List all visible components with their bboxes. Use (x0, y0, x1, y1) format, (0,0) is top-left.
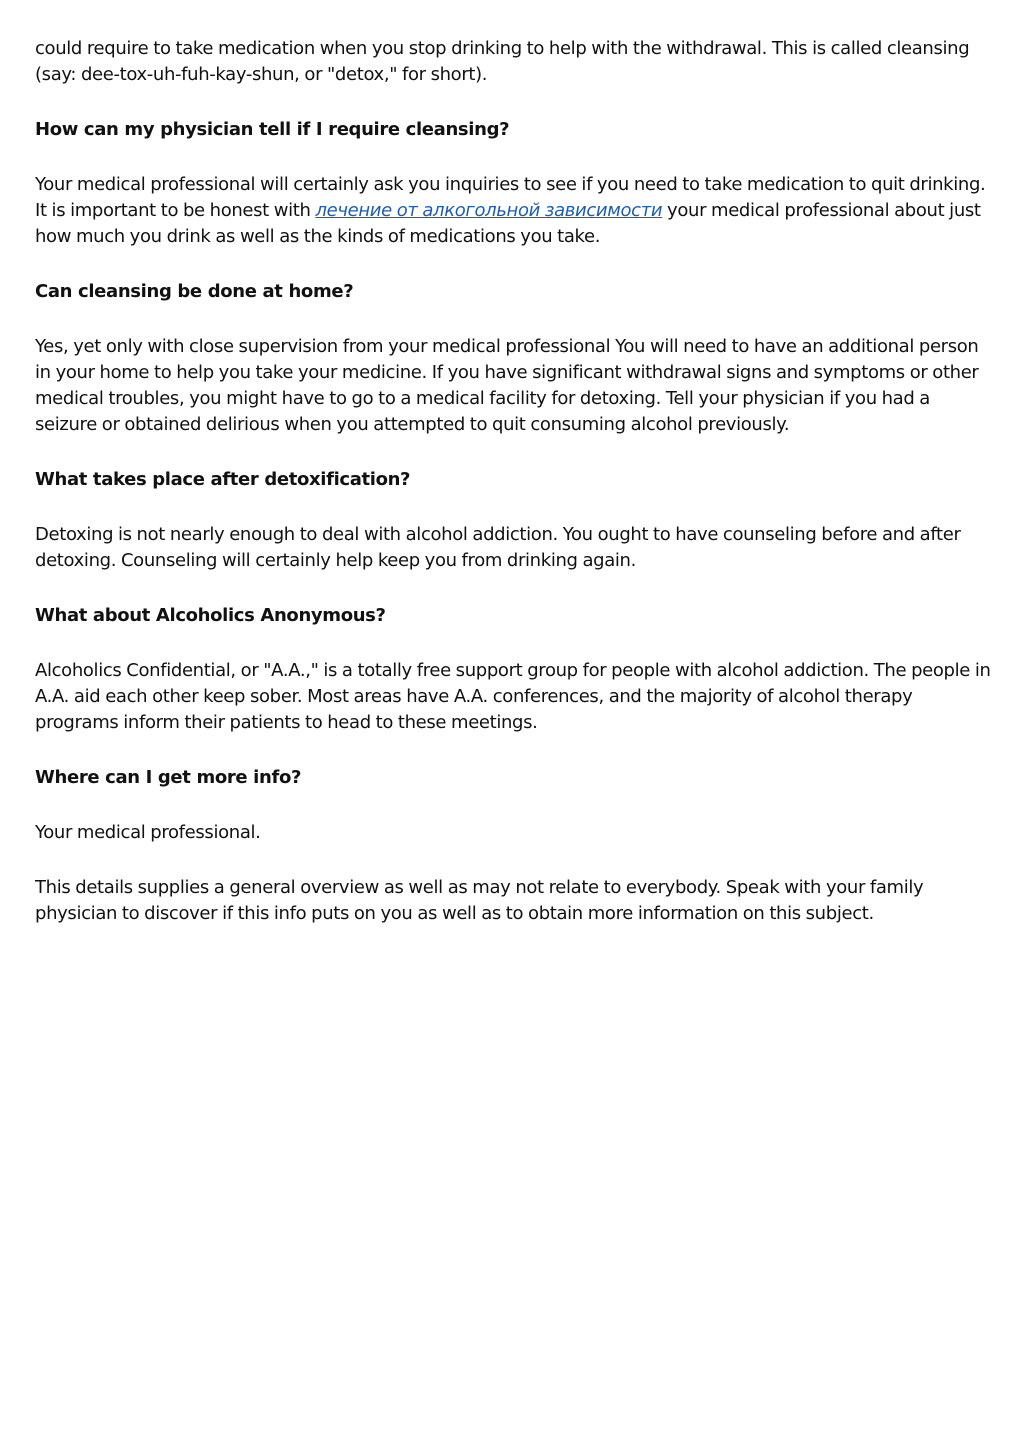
section-heading-after-detox: What takes place after detoxification? (35, 469, 411, 490)
inline-link[interactable]: лечение от алкогольной зависимости (315, 200, 663, 221)
section-body-alcoholics-anonymous: Alcoholics Confidential, or "A.A.," is a totally free support group for people with alcohol addiction. The people in A.A. aid each other keep sober. Most areas have A.A. conferences, and the majority of alcohol therapy programs inform their patients to head to these meetings. (35, 660, 991, 733)
body-text-after-link: your medical professional about just how much you drink as well as the kinds of medications you take. (35, 200, 981, 247)
section-body-more-info: Your medical professional. (35, 822, 261, 843)
body-text-before-link: Your medical professional will certainly ask you inquiries to see if you need to take medication to quit drinking. It is important to be honest with (35, 174, 986, 221)
section-body-physician-tell (35, 172, 995, 250)
section-body-cleansing-home: Yes, yet only with close supervision from your medical professional You will need to have an additional person in your home to help you take your medicine. If you have significant withdrawal signs and symptoms or other medical troubles, you might have to go to a medical facility for detoxing. Tell your physician if you had a seizure or obtained delirious when you attempted to quit consuming alcohol previously. (35, 336, 979, 435)
document-page (35, 36, 995, 956)
section-heading-physician-tell: How can my physician tell if I require cleansing? (35, 119, 510, 140)
section-heading-cleansing-home: Can cleansing be done at home? (35, 281, 354, 302)
section-heading-alcoholics-anonymous: What about Alcoholics Anonymous? (35, 605, 386, 626)
section-heading-more-info: Where can I get more info? (35, 767, 302, 788)
intro-paragraph: could require to take medication when you stop drinking to help with the withdrawal. This is called cleansing (say: dee-tox-uh-fuh-kay-shun, or "detox," for short). (35, 38, 970, 85)
section-body-after-detox: Detoxing is not nearly enough to deal with alcohol addiction. You ought to have counseling before and after detoxing. Counseling will certainly help keep you from drinking again. (35, 524, 961, 571)
closing-paragraph: This details supplies a general overview as well as may not relate to everybody. Speak with your family physician to discover if this info puts on you as well as to obtain more information on this subject. (35, 877, 924, 924)
